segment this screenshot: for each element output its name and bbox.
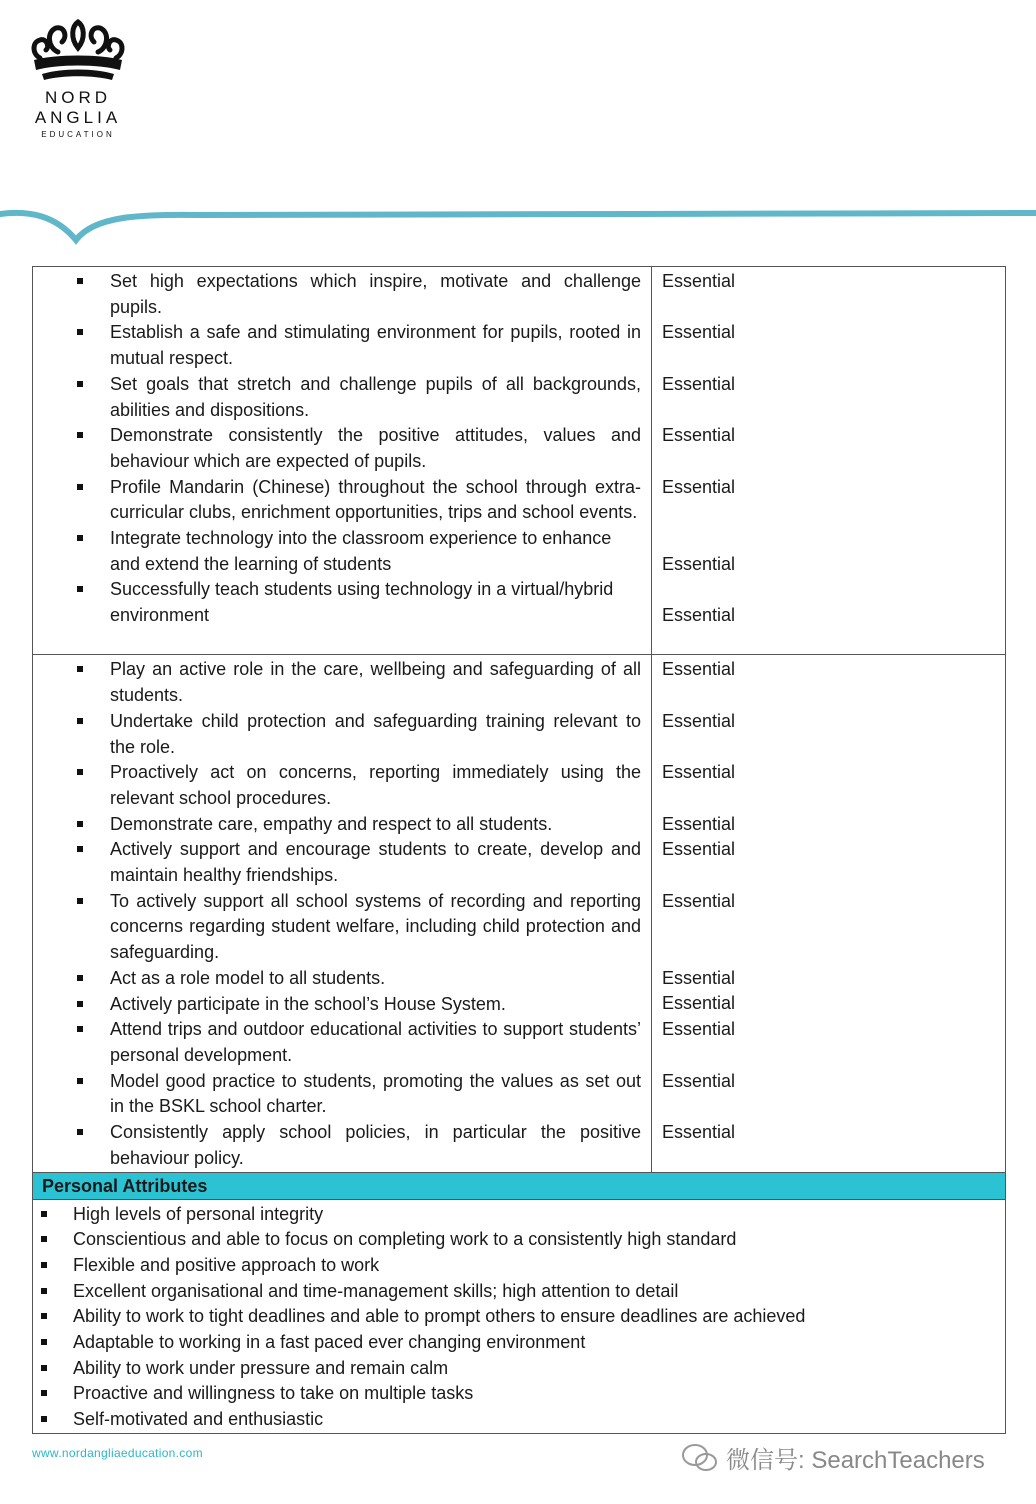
list-item: [33, 423, 641, 474]
nord-anglia-logo: [22, 18, 134, 142]
list-item: [33, 1069, 641, 1120]
list-item: [33, 1120, 641, 1171]
attribute-text: Ability to work to tight deadlines and able to prompt others to ensure deadlines are achieved: [73, 1306, 806, 1327]
attribute-text: Conscientious and able to focus on completing work to a consistently high standard: [73, 1229, 737, 1250]
rating-cell: Essential: [662, 890, 736, 911]
attribute-text: Proactive and willingness to take on multiple tasks: [73, 1383, 474, 1404]
bullet-icon: [33, 320, 110, 371]
criterion-text: Demonstrate consistently the positive attitudes, values and behaviour which are expected of pupils.: [110, 425, 641, 471]
attribute-text: High levels of personal integrity: [73, 1203, 324, 1224]
rating-cell: Essential: [662, 659, 736, 680]
bullet-icon: [33, 1120, 110, 1171]
list-item: [33, 372, 641, 423]
logo-word-anglia: ANGLIA: [34, 108, 122, 127]
bullet-icon: [33, 812, 110, 838]
requirements-table: [32, 266, 1006, 1434]
list-item: [33, 1279, 1005, 1305]
website-link[interactable]: www.nordangliaeducation.com: [32, 1446, 203, 1460]
criterion-text: Attend trips and outdoor educational activities to support students’ personal development.: [110, 1019, 641, 1065]
bullet-icon: [33, 1253, 73, 1279]
header-wave-divider: [0, 200, 1036, 252]
rating-cell: Essential: [662, 605, 736, 626]
list-item: [33, 889, 641, 966]
table-section: [33, 267, 1005, 655]
bullet-icon: [33, 709, 110, 760]
rating-cell: Essential: [662, 271, 736, 291]
criterion-text: Play an active role in the care, wellbeing and safeguarding of all students.: [110, 659, 641, 706]
list-item: [33, 709, 641, 760]
personal-attributes-list: [33, 1200, 1005, 1433]
bullet-icon: [33, 577, 110, 628]
wechat-watermark: [680, 1440, 985, 1475]
criterion-text: Actively participate in the school’s House System.: [110, 993, 506, 1014]
rating-cell: Essential: [662, 813, 736, 834]
list-item: [33, 269, 641, 320]
rating-column: [652, 267, 1005, 654]
criterion-text: Profile Mandarin (Chinese) throughout the school through extra-curricular clubs, enrichment opportunities, trips and school events.: [110, 476, 641, 523]
bullet-icon: [33, 269, 110, 320]
list-item: [33, 1330, 1005, 1356]
bullet-icon: [33, 1069, 110, 1120]
rating-cell: Essential: [662, 322, 736, 343]
bullet-icon: [33, 372, 110, 423]
criterion-text: Consistently apply school policies, in particular the positive behaviour policy.: [110, 1122, 641, 1168]
personal-attributes-header: Personal Attributes: [33, 1173, 1005, 1200]
criterion-text: Act as a role model to all students.: [110, 967, 386, 988]
criterion-text: Successfully teach students using technology in a virtual/hybrid environment: [110, 579, 614, 626]
attribute-text: Self-motivated and enthusiastic: [73, 1409, 324, 1430]
bullet-icon: [33, 1202, 73, 1228]
list-item: [33, 812, 641, 838]
list-item: [33, 526, 641, 577]
criterion-text: Model good practice to students, promoting the values as set out in the BSKL school charter.: [110, 1070, 641, 1117]
rating-cell: Essential: [662, 839, 736, 860]
rating-cell: Essential: [662, 993, 736, 1014]
bullet-icon: [33, 837, 110, 888]
list-item: [33, 992, 641, 1018]
list-item: [33, 1356, 1005, 1382]
criterion-text: Demonstrate care, empathy and respect to all students.: [110, 813, 553, 834]
rating-cell: Essential: [662, 762, 736, 783]
bullet-icon: [33, 1407, 73, 1433]
rating-cell: Essential: [662, 553, 736, 574]
rating-cell: Essential: [662, 1070, 736, 1091]
rating-cell: Essential: [662, 710, 736, 731]
logo-word-nord: NORD: [44, 88, 112, 107]
attribute-text: Flexible and positive approach to work: [73, 1254, 380, 1275]
list-item: [33, 760, 641, 811]
watermark-text: 微信号: SearchTeachers: [726, 1447, 985, 1474]
bullet-icon: [33, 760, 110, 811]
list-item: [33, 1227, 1005, 1253]
rating-cell: Essential: [662, 373, 736, 394]
wechat-icon: [680, 1442, 720, 1474]
criterion-text: Undertake child protection and safeguarding training relevant to the role.: [110, 710, 641, 757]
bullet-icon: [33, 1304, 73, 1330]
crown-icon: [28, 18, 128, 84]
criterion-text: Integrate technology into the classroom experience to enhance and extend the learning of students: [110, 528, 612, 574]
bullet-icon: [33, 966, 110, 992]
bullet-icon: [33, 992, 110, 1018]
rating-cell: Essential: [662, 1019, 736, 1040]
list-item: [33, 1202, 1005, 1228]
bullet-icon: [33, 1279, 73, 1305]
rating-column: [652, 655, 1005, 1171]
attribute-text: Ability to work under pressure and remain calm: [73, 1357, 449, 1378]
list-item: [33, 1381, 1005, 1407]
table-section: [33, 655, 1005, 1172]
bullet-icon: [33, 889, 110, 966]
bullet-icon: [33, 1017, 110, 1068]
list-item: [33, 657, 641, 708]
list-item: [33, 1253, 1005, 1279]
list-item: [33, 577, 641, 628]
rating-cell: Essential: [662, 967, 736, 988]
list-item: [33, 966, 641, 992]
criteria-column: [33, 655, 652, 1171]
bullet-icon: [33, 1227, 73, 1253]
rating-cell: Essential: [662, 425, 736, 446]
bullet-icon: [33, 475, 110, 526]
list-item: [33, 1304, 1005, 1330]
criterion-text: Proactively act on concerns, reporting immediately using the relevant school procedures.: [110, 762, 641, 808]
logo-word-education: EDUCATION: [41, 130, 115, 139]
attribute-text: Adaptable to working in a fast paced ever changing environment: [73, 1332, 586, 1353]
bullet-icon: [33, 526, 110, 577]
criterion-text: Establish a safe and stimulating environment for pupils, rooted in mutual respect.: [110, 322, 641, 369]
bullet-icon: [33, 1330, 73, 1356]
bullet-icon: [33, 657, 110, 708]
criterion-text: Set goals that stretch and challenge pupils of all backgrounds, abilities and dispositions.: [110, 373, 641, 420]
criterion-text: Set high expectations which inspire, motivate and challenge pupils.: [110, 271, 641, 317]
attribute-text: Excellent organisational and time-management skills; high attention to detail: [73, 1280, 679, 1301]
criterion-text: To actively support all school systems of recording and reporting concerns regarding student welfare, including child protection and safeguarding.: [110, 890, 641, 963]
list-item: [33, 1017, 641, 1068]
criterion-text: Actively support and encourage students to create, develop and maintain healthy friendships.: [110, 839, 641, 886]
list-item: [33, 1407, 1005, 1433]
bullet-icon: [33, 423, 110, 474]
rating-cell: Essential: [662, 476, 736, 497]
rating-cell: Essential: [662, 1121, 736, 1142]
bullet-icon: [33, 1381, 73, 1407]
list-item: [33, 475, 641, 526]
criteria-column: [33, 267, 652, 654]
list-item: [33, 320, 641, 371]
list-item: [33, 837, 641, 888]
bullet-icon: [33, 1356, 73, 1382]
